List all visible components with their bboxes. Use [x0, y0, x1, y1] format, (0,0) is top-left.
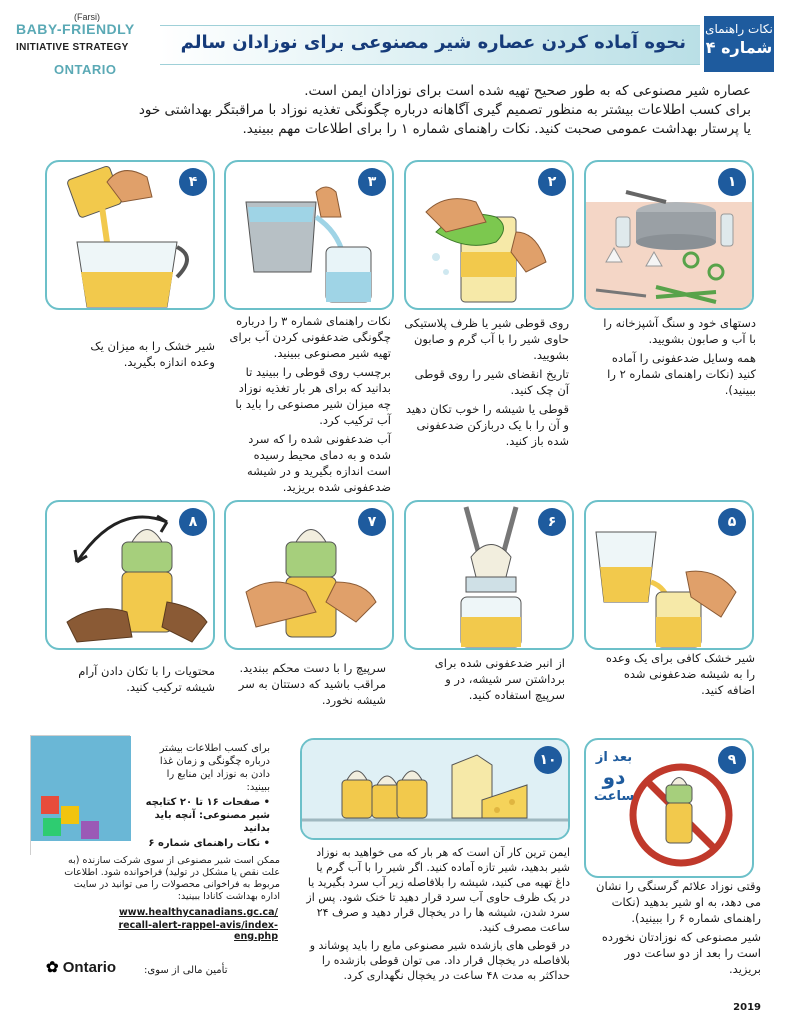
info-text: برای کسب اطلاعات بیشتر درباره چگونگی و زمان غذا دادن به نوزاد این منابع را ببینید:	[159, 743, 270, 793]
title-bar	[160, 25, 700, 65]
recall-text: ممکن است شیر مصنوعی از سوی شرکت سازنده (به علت نقص یا مشکل در تولید) فراخوانده شود. اطلاعات مربوط به فراخوانی محصولات را می توانید در سایت اداره بهداشت کانادا ببینید:	[64, 855, 280, 902]
step-4-card	[45, 160, 215, 310]
step-5-card	[584, 500, 754, 650]
step-5-text	[600, 650, 755, 701]
step-6-card	[404, 500, 574, 650]
step-1-text	[596, 315, 756, 401]
step-text-para: برچسب روی قوطی را ببینید تا بدانید که برای هر بار تغذیه نوزاد چه میزان شیر مصنوعی را باید با آب ترکیب کرد.	[235, 365, 391, 427]
ontario-logo	[46, 958, 116, 976]
step-9-card	[584, 738, 754, 878]
tip-label: نکات راهنمای	[705, 22, 773, 36]
step-4-text	[90, 338, 215, 373]
step-number: ۴	[179, 168, 207, 196]
step-text-para: شیر خشک کافی برای یک وعده را به شیشه ضدعفونی شده اضافه کنید.	[605, 651, 755, 697]
intro-text	[131, 82, 751, 139]
step-3-card	[224, 160, 394, 310]
step-number: ۱	[718, 168, 746, 196]
step-text-para: قوطی یا شیشه را خوب تکان دهید و آن را با یک دربازکن ضدعفونی شده باز کنید.	[405, 402, 569, 448]
step-text-para: وقتی نوزاد علائم گرسنگی را نشان می دهد، به او شیر بدهید (نکات راهنمای شماره ۶ را ببینید).	[596, 879, 761, 925]
step-text-para: تاریخ انقضای شیر را روی قوطی آن چک کنید.	[414, 367, 569, 397]
step-9-text	[596, 878, 761, 980]
info-bullet: • نکات راهنمای شماره ۶	[148, 838, 270, 849]
no-sign-text-1: بعد از	[595, 750, 633, 765]
step-text-para: از انبر ضدعفونی شده برای برداشتن سر شیشه، در و سرپیچ استفاده کنید.	[434, 656, 565, 702]
intro-line-2: برای کسب اطلاعات بیشتر به منظور تصمیم گیری آگاهانه درباره چگونگی تغذیه نوزاد با مراقبتگر بهداشتی خود	[138, 102, 751, 118]
tip-number: شماره ۴	[705, 38, 773, 57]
step-number: ۷	[358, 508, 386, 536]
more-info-block	[140, 742, 270, 852]
intro-line-1: عصاره شیر مصنوعی که به طور صحیح تهیه شده است برای نوزادان ایمن است.	[304, 83, 751, 99]
logo-line-3: ONTARIO	[54, 62, 117, 77]
step-number: ۳	[358, 168, 386, 196]
page-title: نحوه آماده کردن عصاره شیر مصنوعی برای نوزادان سالم	[180, 32, 686, 53]
intro-line-3: یا پرستار بهداشت عمومی صحبت کنید. نکات راهنمای شماره ۱ را برای اطلاعات مهم ببینید.	[242, 121, 751, 137]
step-number: ۵	[718, 508, 746, 536]
step-text-para: همه وسایل ضدعفونی را آماده کنید (نکات راهنمای شماره ۲ را ببینید).	[607, 351, 756, 397]
fridge-storage-illustration	[302, 740, 570, 840]
ontario-wordmark: Ontario	[62, 959, 117, 976]
logo-line-2: INITIATIVE STRATEGY	[16, 42, 129, 53]
step-text-para: محتویات را با تکان دادن آرام شیشه ترکیب کنید.	[78, 664, 215, 694]
step-number: ۲	[538, 168, 566, 196]
language-tag: (Farsi)	[74, 12, 100, 22]
step-10-text	[300, 845, 570, 986]
step-number: ۹	[718, 746, 746, 774]
step-text-para: ایمن ترین کار آن است که هر بار که می خواهید به نوزاد شیر بدهید، شیر تازه آماده کنید. اگر شیر را با آب گرم یا داغ تهیه می کنید، شیشه را بلافاصله زیر آب سرد بگیرید یا در یک ظرف حاوی آب سرد قرار دهید تا خنک شود. پس از سرد شدن، شیشه ها را در یخچال قرار دهید و صرف ۲۴ ساعت مصرف کنید.	[306, 846, 570, 934]
step-3-text	[226, 313, 391, 498]
step-text-para: در قوطی های بازشده شیر مصنوعی مایع را باید پوشاند و بلافاصله در یخچال قرار داد. می توان قوطی بازشده را حداکثر به مدت ۴۸ ساعت در یخچال نگهداری کرد.	[309, 939, 570, 982]
trillium-icon: ✿	[46, 959, 59, 976]
recall-notice	[60, 855, 280, 903]
info-bullet: • صفحات ۱۶ تا ۲۰ کتابچه شیر مصنوعی: آنچه باید بدانید	[145, 797, 270, 834]
step-7-card	[224, 500, 394, 650]
no-sign-text-3: ساعت	[593, 789, 635, 804]
step-text-para: آب ضدعفونی شده را که سرد شده و به دمای محیط رسیده است اندازه بگیرید و در شیشه ضدعفونی شده بریزید.	[247, 432, 391, 494]
step-text-para: سرپیچ را با دست محکم ببندید. مراقب باشید که دستتان به سر شیشه نخورد.	[238, 661, 386, 707]
step-number: ۸	[179, 508, 207, 536]
tip-sheet-badge	[704, 16, 774, 72]
step-text-para: روی قوطی شیر یا ظرف پلاستیکی حاوی شیر را با آب گرم و صابون بشویید.	[404, 316, 569, 362]
step-1-card	[584, 160, 754, 310]
step-10-card	[300, 738, 570, 840]
logo-line-1: BABY-FRIENDLY	[16, 21, 135, 37]
funded-by-label: تأمین مالی از سوی:	[144, 965, 228, 976]
step-2-card	[404, 160, 574, 310]
step-8-card	[45, 500, 215, 650]
step-number: ۶	[538, 508, 566, 536]
booklet-illustration	[31, 736, 131, 856]
step-7-text	[236, 660, 386, 711]
formula-booklet-cover-image	[30, 735, 130, 855]
step-6-text	[415, 655, 565, 706]
step-text-para: نکات راهنمای شماره ۳ را درباره چگونگی ضدعفونی کردن آب برای تهیه شیر مصنوعی ببینید.	[229, 314, 391, 360]
publication-year: 2019	[733, 1002, 761, 1013]
step-2-text	[404, 315, 569, 452]
health-canada-link-line2[interactable]: recall-alert-rappel-avis/index-eng.php	[118, 920, 278, 942]
step-8-text	[70, 663, 215, 698]
step-text-para: دستهای خود و سنگ آشپزخانه را با آب و صابون بشویید.	[603, 316, 756, 346]
no-sign-text-2: دو	[602, 765, 626, 789]
step-text-para: شیر مصنوعی که نوزادتان نخورده است را بعد از دو ساعت دور بریزید.	[601, 930, 761, 976]
step-text-para: شیر خشک را به میزان یک وعده اندازه بگیرید.	[90, 339, 215, 369]
health-canada-link-line1[interactable]: www.healthycanadians.gc.ca/	[119, 907, 278, 918]
step-number: ۱۰	[534, 746, 562, 774]
